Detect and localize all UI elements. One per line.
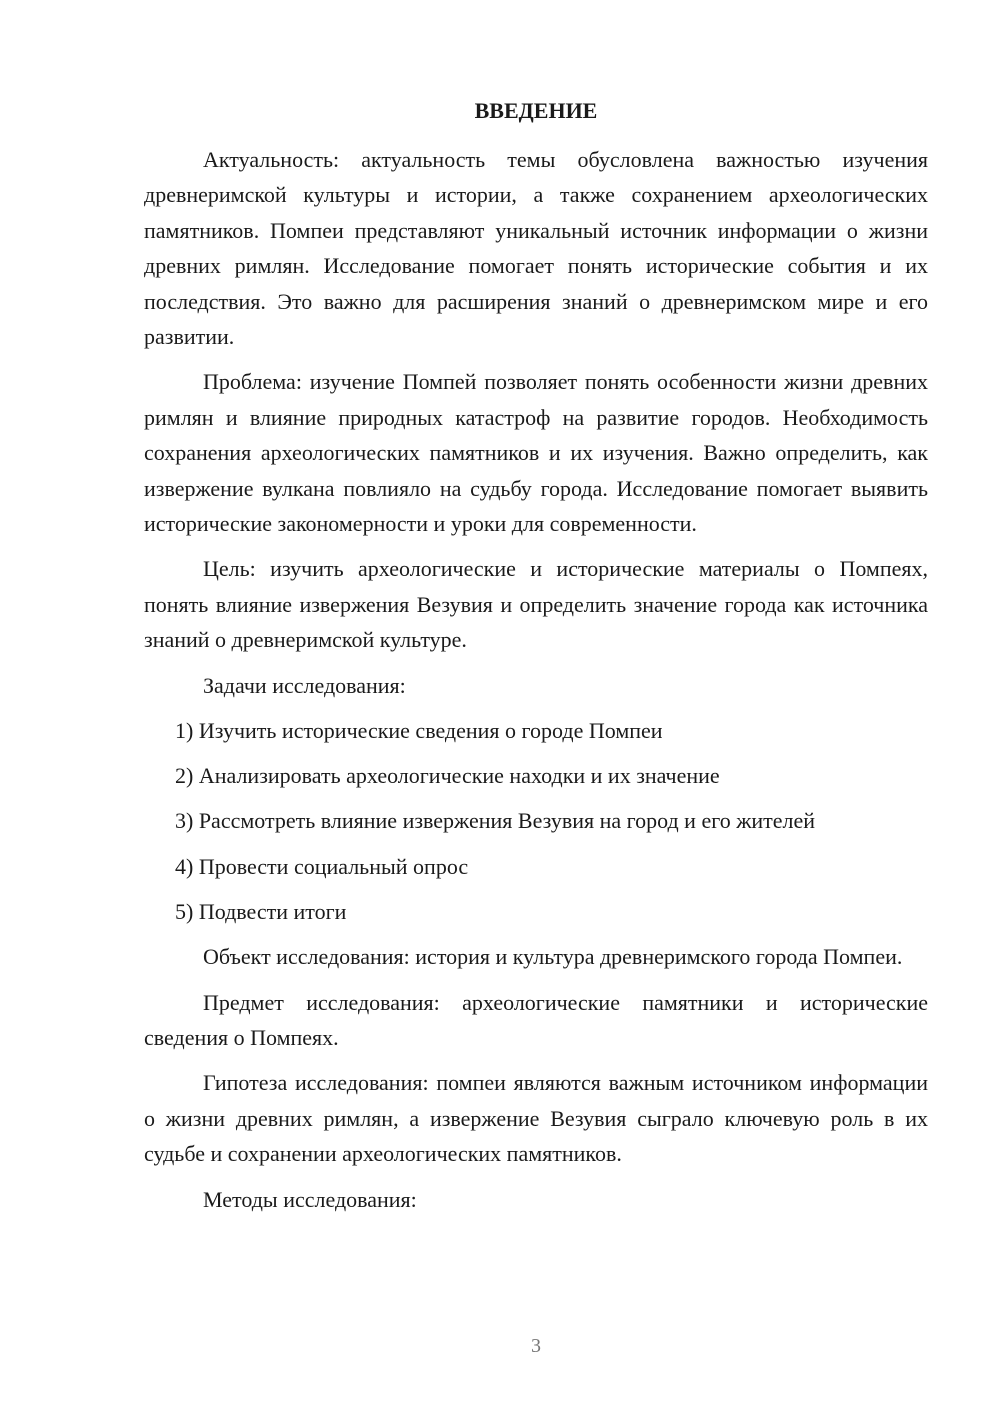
page-title: ВВЕДЕНИЕ bbox=[474, 98, 598, 123]
list-item: 1) Изучить исторические сведения о городе Помпеи bbox=[175, 717, 663, 743]
list-item: 5) Подвести итоги bbox=[175, 898, 347, 924]
relevance-paragraph: Актуальность: актуальность темы обусловлена важностью изучения древнеримской культуры и истории, а также сохранением археологических памятников. Помпеи представляют уникальный источник информации о жизни древних римлян. Исследование помогает понять исторические события и их последствия. Это важно для расширения знаний о древнеримском мире и его развитии. bbox=[144, 147, 928, 350]
list-item: 2) Анализировать археологические находки и их значение bbox=[175, 763, 720, 789]
list-item: 4) Провести социальный опрос bbox=[175, 853, 469, 879]
problem-paragraph: Проблема: изучение Помпей позволяет понять особенности жизни древних римлян и влияние природных катастроф на развитие городов. Необходимость сохранения археологических памятников и их изучения. Важно определить, как извержение вулкана повлияло на судьбу города. Исследование помогает выявить исторические закономерности и уроки для современности. bbox=[144, 369, 928, 537]
page-number: 3 bbox=[531, 1335, 541, 1357]
hypothesis-paragraph: Гипотеза исследования: помпеи являются важным источником информации о жизни древних римлян, а извержение Везувия сыграло ключевую роль в их судьбе и сохранении археологических памятников. bbox=[144, 1070, 928, 1167]
document-body bbox=[144, 142, 928, 1217]
tasks-list bbox=[144, 713, 928, 929]
object-paragraph: Объект исследования: история и культура древнеримского города Помпеи. bbox=[203, 944, 903, 970]
methods-heading: Методы исследования: bbox=[203, 1186, 417, 1212]
goal-paragraph: Цель: изучить археологические и исторические материалы о Помпеях, понять влияние извержения Везувия и определить значение города как источника знаний о древнеримской культуре. bbox=[144, 556, 928, 653]
tasks-heading: Задачи исследования: bbox=[203, 672, 406, 698]
subject-paragraph: Предмет исследования: археологические памятники и исторические сведения о Помпеях. bbox=[144, 989, 928, 1050]
list-item: 3) Рассмотреть влияние извержения Везувия на город и его жителей bbox=[175, 808, 816, 834]
